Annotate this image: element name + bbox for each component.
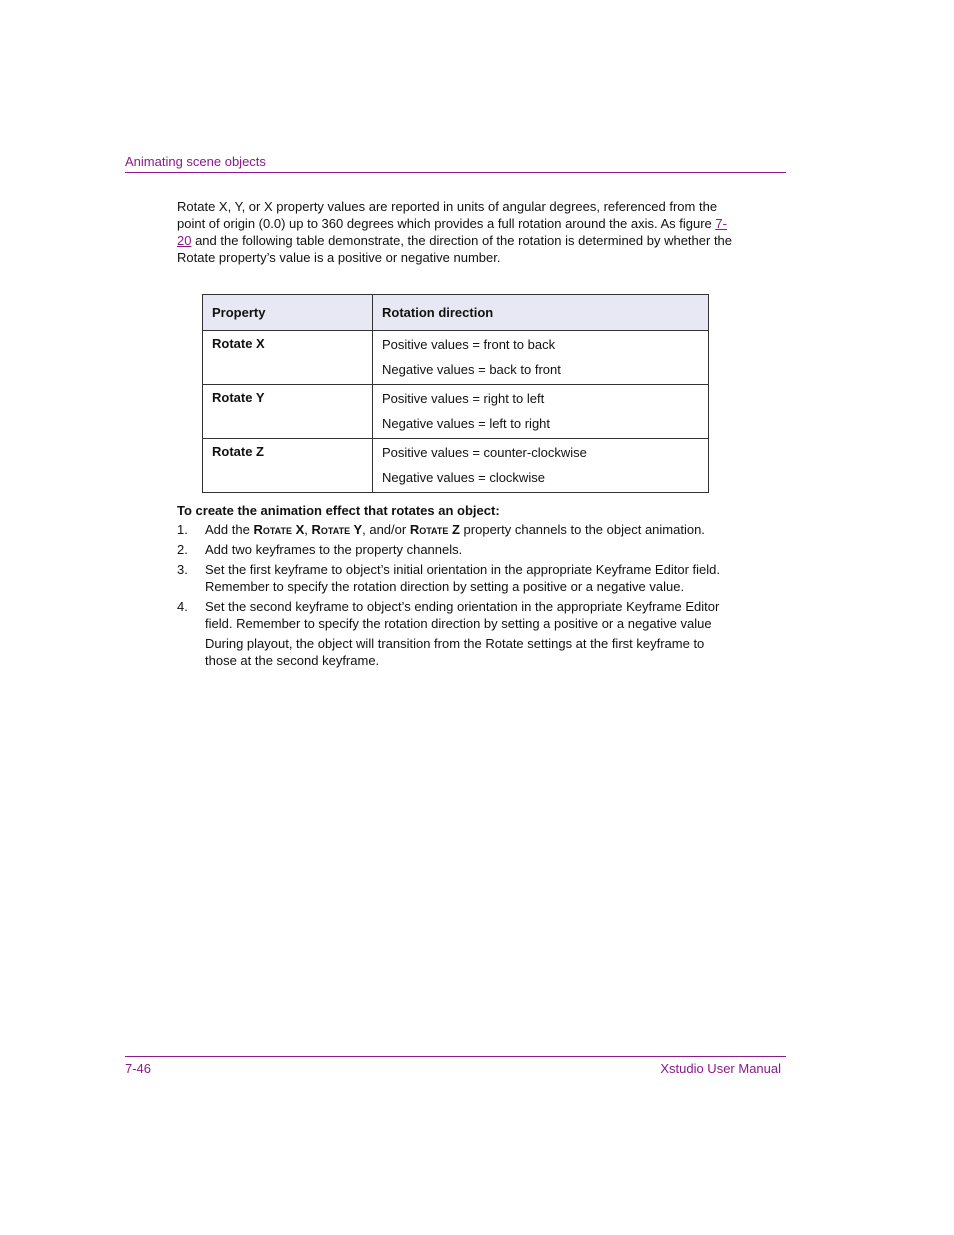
- rotation-table: [202, 294, 709, 493]
- step-text: Set the first keyframe to object’s initial orientation in the appropriate Keyframe Editor field. Remember to specify the rotation direction by setting a positive or a negative value.: [205, 562, 720, 594]
- step-text: Set the second keyframe to object’s ending orientation in the appropriate Keyframe Editor field. Remember to specify the rotation direction by setting a positive or a negative value: [205, 599, 720, 631]
- negative-direction: Negative values = back to front: [382, 362, 561, 377]
- row-property: Rotate Z: [203, 439, 373, 493]
- header-rotation-direction: Rotation direction: [373, 295, 709, 331]
- row-direction: [373, 385, 709, 439]
- rotate-x-channel: Rotate X: [253, 522, 305, 537]
- row-property: Rotate Y: [203, 385, 373, 439]
- row-direction: [373, 439, 709, 493]
- procedure-title: To create the animation effect that rotates an object:: [177, 503, 500, 518]
- negative-direction: Negative values = clockwise: [382, 470, 545, 485]
- table-row: [203, 331, 709, 385]
- step-number: 1.: [177, 522, 188, 537]
- negative-direction: Negative values = left to right: [382, 416, 551, 431]
- row-property: Rotate X: [203, 331, 373, 385]
- row-direction: [373, 331, 709, 385]
- step-item: [177, 521, 737, 538]
- page-number: 7-46: [125, 1061, 152, 1076]
- intro-text-2: and the following table demonstrate, the direction of the rotation is determined by whether the Rotate property’s value is a positive or negative number.: [177, 233, 733, 265]
- intro-paragraph: [177, 198, 737, 266]
- step-item: [177, 561, 737, 595]
- positive-direction: Positive values = counter-clockwise: [382, 445, 587, 460]
- step-text-post: property channels to the object animation.: [459, 522, 705, 537]
- step-item: [177, 541, 737, 558]
- table-row: [203, 439, 709, 493]
- positive-direction: Positive values = front to back: [382, 337, 556, 352]
- step-text-sep: ,: [304, 522, 312, 537]
- step-text-pre: Add the: [205, 522, 254, 537]
- positive-direction: Positive values = right to left: [382, 391, 545, 406]
- procedure-steps: [177, 521, 737, 672]
- rotate-y-channel: Rotate Y: [311, 522, 363, 537]
- header-property: Property: [203, 295, 373, 331]
- intro-text-1: Rotate X, Y, or X property values are reported in units of angular degrees, referenced from the point of origin (0.0) up to 360 degrees which provides a full rotation around the axis. As figure: [177, 199, 718, 231]
- page-header: [125, 154, 786, 173]
- manual-title: Xstudio User Manual: [660, 1061, 781, 1076]
- step-number: 4.: [177, 599, 188, 614]
- section-title: Animating scene objects: [125, 154, 266, 169]
- rotate-z-channel: Rotate Z: [409, 522, 460, 537]
- page-footer: [125, 1056, 786, 1077]
- step-number: 2.: [177, 542, 188, 557]
- step-item: [177, 598, 737, 669]
- step-text: Add two keyframes to the property channels.: [205, 542, 463, 557]
- step-number: 3.: [177, 562, 188, 577]
- figure-link[interactable]: 7-20: [177, 216, 727, 248]
- step-text-sep: , and/or: [362, 522, 410, 537]
- table-row: [203, 385, 709, 439]
- step-note: During playout, the object will transition from the Rotate settings at the first keyframe to those at the second keyframe.: [205, 636, 705, 668]
- table-header-row: [203, 295, 709, 331]
